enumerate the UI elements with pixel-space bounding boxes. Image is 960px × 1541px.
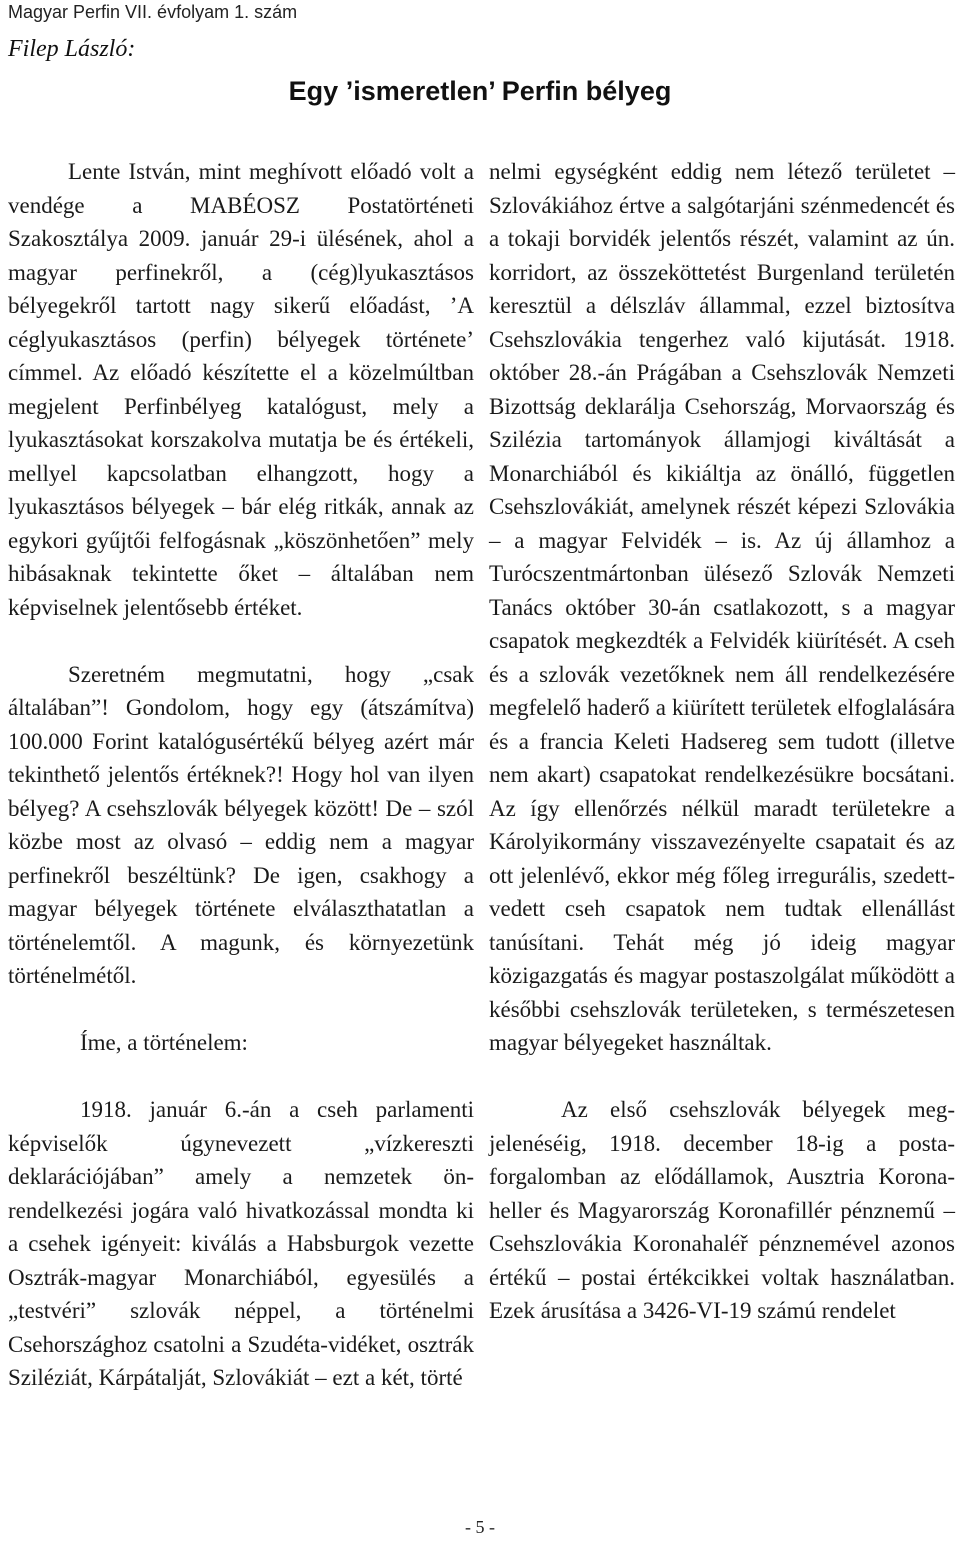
paragraph-continuation: nelmi egységként eddig nem létező területet – Szlovákiához értve a salgótarjáni szénmedencét és a tokaji borvidék jelentős részét, valamint az ún. korridort, az összeköttetést Burgenland területén keresztül a délszláv állammal, ezzel biztosítva Csehszlovákia tengerhez való kijutását. 1918. október 28.-án Prágában a Csehszlovák Nemzeti Bizottság deklarálja Csehország, Morvaország és Szilézia tartományok államjogi kiváltását a Monarchiából és kikiáltja az önálló, független Csehszlovákiát, amelynek részét képezi Szlovákia – a magyar Felvidék – is. Az új államhoz a Turócszentmártonban ülésező Szlovák Nemzeti Tanács október 30-án csatlakozott, s a magyar csapatok megkezdték a Felvidék kiürítését. A cseh és a szlovák vezetőknek nem áll rendelkezésére megfelelő haderő a kiürített területek elfoglalására és a francia Keleti Hadsereg sem tudott (illetve nem akart) csapatokat rendelkezésükre bocsátani. Az így ellenőrzés nélkül maradt területekre a Károlyikormány visszavezényelte csapatait és az ott jelenlévő, ekkor még főleg irregurális, szedett-vedett cseh csapatok nem tudtak ellenállást tanúsítani. Tehát még jó ideig magyar közigazgatás és magyar postaszolgálat működött a későbbi csehszlovák területeken, s természetesen magyar bélyegeket használtak. — [489, 159, 955, 1055]
paragraph-first-stamps: Az első csehszlovák bélyegek megjelenéséig, 1918. december 18-ig a postaforgalomban az elődállamok, Ausztria Korona-heller és Magyarország Koronafillér pénznemű – Csehszlovákia Koronahaléř pénznemével azonos értékű – postai értékcikkei voltak használatban. Ezek árusítása a 3426-VI-19 számú rendelet — [489, 1097, 955, 1323]
page-number: - 5 - — [465, 1517, 495, 1537]
running-head: Magyar Perfin VII. évfolyam 1. szám — [8, 2, 298, 22]
paragraph-history-heading: Íme, a történelem: — [80, 1030, 248, 1055]
right-column — [489, 155, 955, 1328]
paragraph-1918-january: 1918. január 6.-án a cseh parlamenti képviselők úgynevezett „vízkereszti deklarációjában” amely a nemzetek önrendelkezési jogára való hivatkozással mondta ki a csehek igényeit: kiválás a Habsburgok vezette Osztrák-magyar Monarchiából, egyesülés a „testvéri” szlovák néppel, a történelmi Csehországhoz csatolni a Szudéta-vidéket, osztrák Sziléziát, Kárpátalját, Szlovákiát – ezt a két, törté — [8, 1097, 474, 1390]
paragraph-showcase: Szeretném megmutatni, hogy „csak általában”! Gondolom, hogy egy (átszámítva) 100.000 Forint katalógusértékű bélyeg azért már tekinthető jelentős értéknek?! Hogy hol van ilyen bélyeg? A csehszlovák bélyegek között! De – szól közbe most az olvasó – eddig nem a magyar perfinekről beszéltünk? De igen, csakhogy a magyar bélyegek története elválaszthatatlan a történelemtől. A magunk, és környezetünk történelmétől. — [8, 661, 474, 988]
left-column — [8, 155, 474, 1395]
paragraph-intro: Lente István, mint meghívott előadó volt a vendége a MABÉOSZ Postatörténeti Szakosztálya 2009. január 29-i ülésének, ahol a magyar perfinekről, a (cég)lyukasztásos bélyegekről tartott nagy sikerű előadást, ’A céglyukasztásos (perfin) bélyegek története’ címmel. Az előadó készítette el a közelmúltban megjelent Perfinbélyeg katalógust, mely a lyukasztásokat korszakolva mutatja be és értékeli, mellyel kapcsolatban elhangzott, hogy a lyukasztásos bélyegek – bár elég ritkák, annak az egykori gyűjtői felfogásnak „köszönhetően” mely hibásaknak tekintette őket – általában nem képviselnek jelentősebb értéket. — [8, 159, 474, 620]
author-name: Filep László: — [8, 36, 136, 62]
article-title: Egy ’ismeretlen’ Perfin bélyeg — [288, 76, 672, 106]
